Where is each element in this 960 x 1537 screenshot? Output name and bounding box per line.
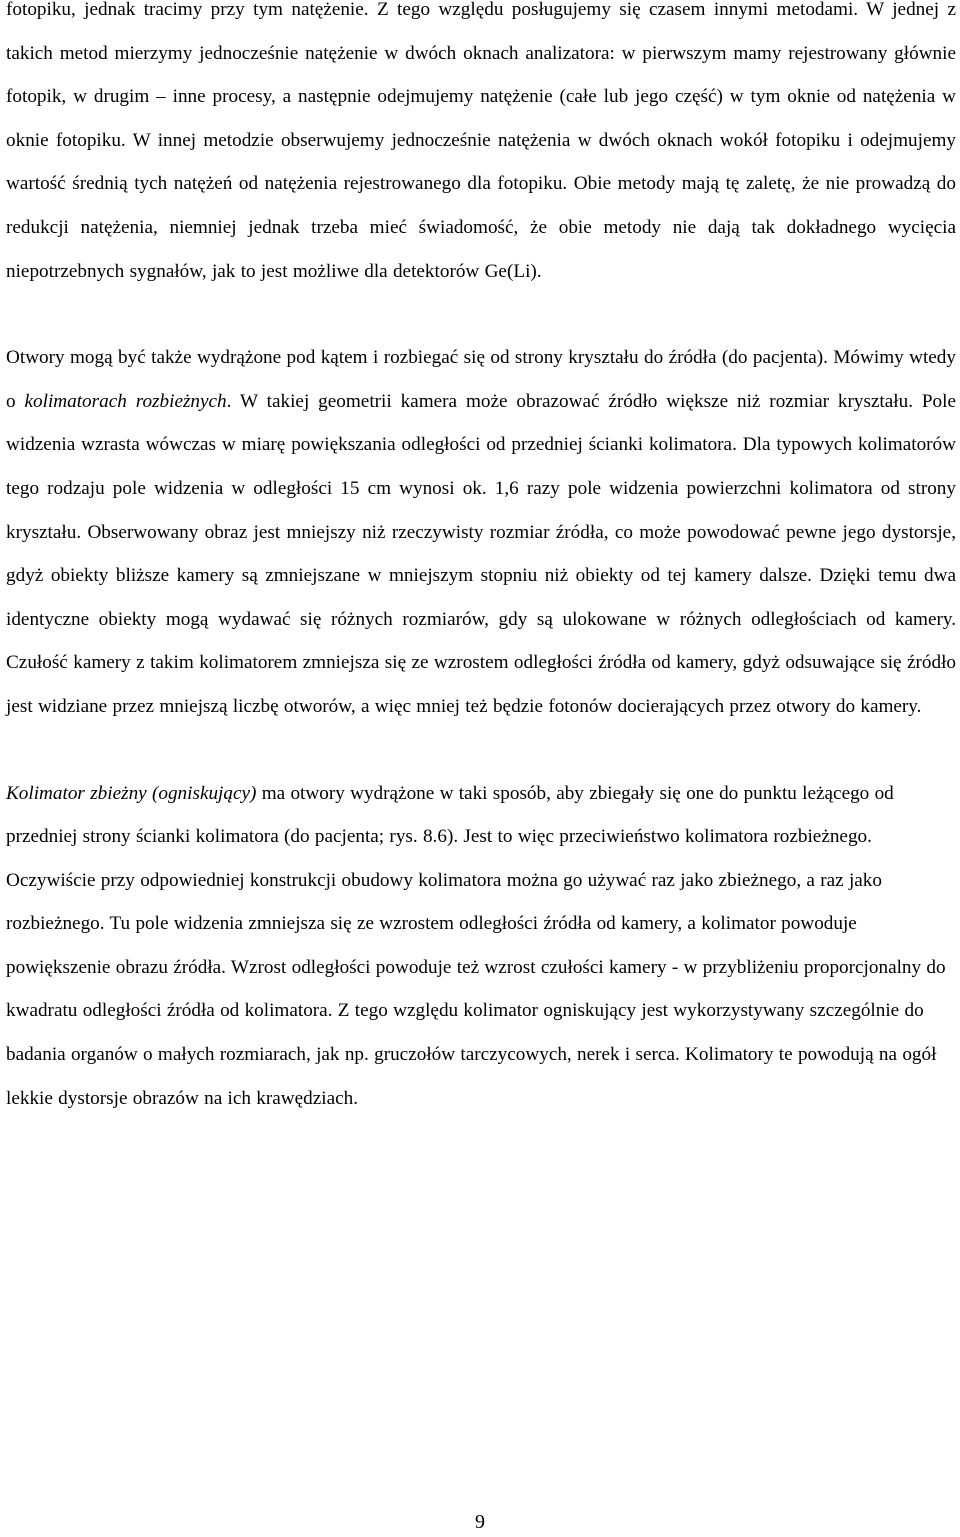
paragraph-text-rest: . W takiej geometrii kamera może obrazować źródło większe niż rozmiar kryształu. Pole widzenia wzrasta wówczas w miarę powiększania odległości od przedniej ścianki kolimatora. Dla typowych kolimatorów tego rodzaju pole widzenia w odległości 15 cm wynosi ok. 1,6 razy pole widzenia powierzchni kolimatora od strony kryształu. Obserwowany obraz jest mniejszy niż rzeczywisty rozmiar źródła, co może powodować pewne jego dystorsje, gdyż obiekty bliższe kamery są zmniejszane w mniejszym stopniu niż obiekty od tej kamery dalsze. Dzięki temu dwa identyczne obiekty mogą wydawać się różnych rozmiarów, gdy są ulokowane w różnych odległościach od kamery. Czułość kamery z takim kolimatorem zmniejsza się ze wzrostem odległości źródła od kamery, gdyż odsuwające się źródło jest widziane przez mniejszą liczbę otworów, a więc mniej też będzie fotonów docierających przez otwory do kamery. [6,390,957,717]
document-page [6,0,956,1120]
paragraph-text-start: Otwory mogą być także wydrążone pod kątem i rozbiegać się od strony kryształu do źródła (do pacjenta). Mówimy wtedy o [6,347,956,412]
paragraph-photopeak-methods [6,0,956,293]
page-number: 9 [475,1511,485,1533]
paragraph-text-rest: ma otwory wydrążone w taki sposób, aby zbiegały się one do punktu leżącego od przedniej strony ścianki kolimatora (do pacjenta; rys. 8.6). Jest to więc przeciwieństwo kolimatora rozbieżnego. Oczywiście przy odpowiedniej konstrukcji obudowy kolimatora można go używać raz jako zbieżnego, a raz jako rozbieżnego. Tu pole widzenia zmniejsza się ze wzrostem odległości źródła od kamery, a kolimator powoduje powiększenie obrazu źródła. Wzrost odległości powoduje też wzrost czułości kamery - w przybliżeniu proporcjonalny do kwadratu odległości źródła od kolimatora. Z tego względu kolimator ogniskujący jest wykorzystywany szczególnie do badania organów o małych rozmiarach, jak np. gruczołów tarczycowych, nerek i serca. Kolimatory te powodują na ogół lekkie dystorsje obrazów na ich krawędziach. [6,782,946,1109]
term-divergent-collimators: kolimatorach rozbieżnych [24,390,227,412]
paragraph-converging-collimator [6,772,956,1121]
term-converging-collimator: Kolimator zbieżny (ogniskujący) [6,782,257,804]
paragraph-divergent-collimators [6,336,956,728]
paragraph-text: fotopiku, jednak tracimy przy tym natężenie. Z tego względu posługujemy się czasem innymi metodami. W jednej z takich metod mierzymy jednocześnie natężenie w dwóch oknach analizatora: w pierwszym mamy rejestrowany głównie fotopik, w drugim – inne procesy, a następnie odejmujemy natężenie (całe lub jego część) w tym oknie od natężenia w oknie fotopiku. W innej metodzie obserwujemy jednocześnie natężenia w dwóch oknach wokół fotopiku i odejmujemy wartość średnią tych natężeń od natężenia rejestrowanego dla fotopiku. Obie metody mają tę zaletę, że nie prowadzą do redukcji natężenia, niemniej jednak trzeba mieć świadomość, że obie metody nie dają tak dokładnego wycięcia niepotrzebnych sygnałów, jak to jest możliwe dla detektorów Ge(Li). [6,0,956,282]
